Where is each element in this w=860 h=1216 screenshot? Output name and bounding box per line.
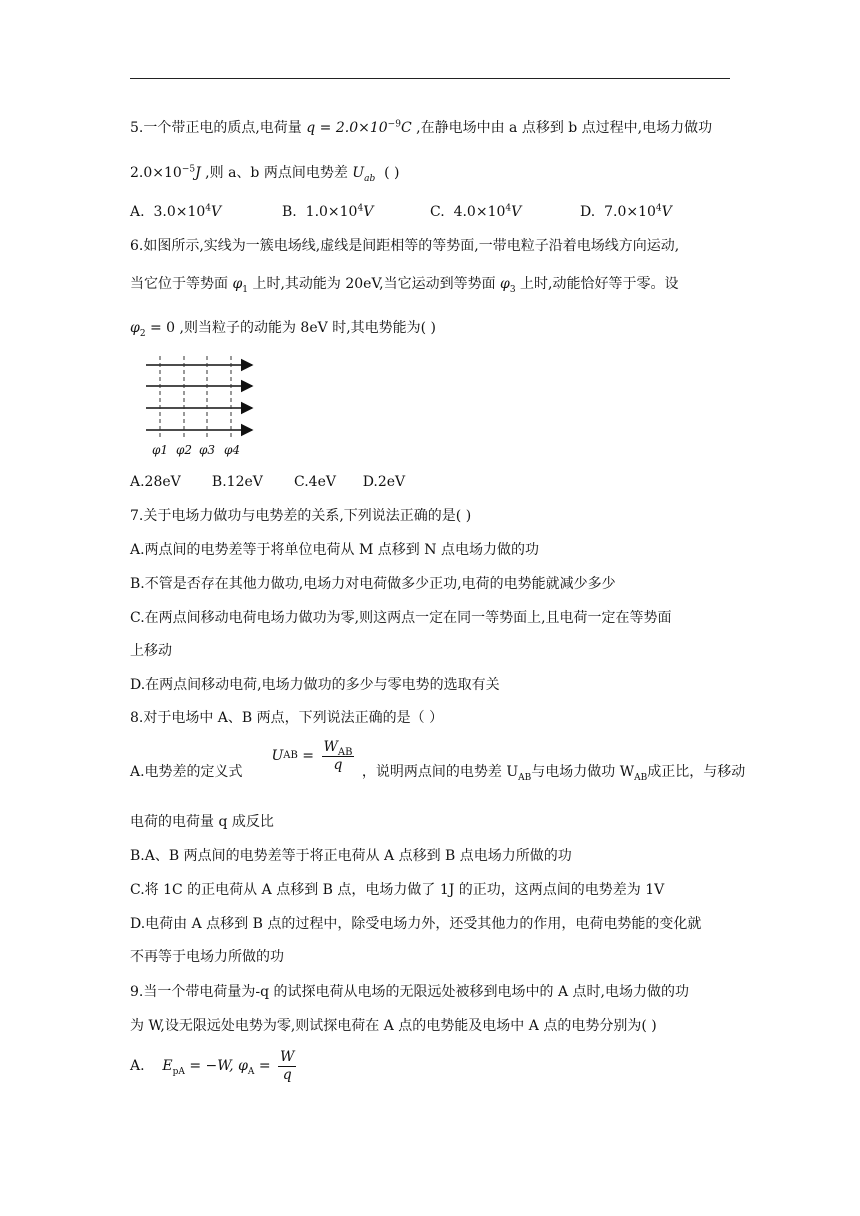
q8-option-d-line2: 不再等于电场力所做的功 xyxy=(130,949,284,965)
q7-option-a: A.两点间的电势差等于将单位电荷从 M 点移到 N 点电场力做的功 xyxy=(130,542,539,558)
q8-option-c: C.将 1C 的正电荷从 A 点移到 B 点，电场力做了 1J 的正功，这两点间的电势差为 1V xyxy=(130,882,665,898)
q9-line2: 为 W,设无限远处电势为零,则试探电荷在 A 点的电势能及电场中 A 点的电势分别为( ) xyxy=(130,1018,657,1034)
q7-stem: 7.关于电场力做功与电势差的关系,下列说法正确的是( ) xyxy=(130,508,472,524)
q5-uab-sub: ab xyxy=(364,173,376,184)
q5-option-a: A. $3.0\times 10^4V$ xyxy=(130,203,222,220)
q5-work: 2.0×10 xyxy=(130,165,182,181)
q8-option-b: B.A、B 两点间的电势差等于将正电荷从 A 点移到 B 点电场力所做的功 xyxy=(130,848,572,864)
q5-work-unit: J xyxy=(195,165,201,181)
q5-charge-exp: −9 xyxy=(387,119,401,130)
figure-label-phi1: φ1 xyxy=(152,443,169,457)
q5-work-exp: −5 xyxy=(181,164,196,175)
q5-line2-rest: ,则 a、b 两点间电势差 xyxy=(200,165,353,181)
phi2-symbol: φ xyxy=(130,320,140,336)
q5-option-c: C. $4.0\times 10^4V$ xyxy=(430,203,522,220)
q5-mid: ,在静电场中由 a 点移到 b 点过程中,电场力做功 xyxy=(411,120,713,136)
q7-option-c-line2: 上移动 xyxy=(130,643,172,659)
q8-stem: 8.对于电场中 A、B 两点，下列说法正确的是（ ） xyxy=(130,710,444,726)
q8-option-a-line1: A.电势差的定义式 U AB = $\frac{W_{AB}}{q}$ ，说明两点间的电势差 $U_{AB}$与电场力做功 $W_{AB}$成正比，与移动 xyxy=(130,752,745,792)
q5-uab: U xyxy=(352,165,365,181)
q6-line3: $\varphi_2 = 0$ ,则当粒子的动能为 8eV 时,其电势能为( ) xyxy=(130,320,437,339)
q7-option-c-line1: C.在两点间移动电荷电场力做功为零,则这两点一定在同一等势面上,且电荷一定在等势面 xyxy=(130,610,672,626)
q8-option-d-line1: D.电荷由 A 点移到 B 点的过程中，除受电场力外，还受其他力的作用，电荷电势能的变化就 xyxy=(130,916,702,932)
q6-line2: 当它位于等势面 $\varphi_1$ 上时,其动能为 20eV,当它运动到等势面 $\varphi_3$ 上时,动能恰好等于零。设 xyxy=(130,276,679,295)
q5-charge-unit: C xyxy=(400,120,412,136)
q5-paren: ( ) xyxy=(384,165,400,181)
field-lines-figure xyxy=(140,352,260,460)
q7-option-b: B.不管是否存在其他力做功,电场力对电荷做多少正功,电荷的电势能就减少多少 xyxy=(130,576,616,592)
q5-option-d: D. $7.0\times 10^4V$ xyxy=(580,203,672,220)
q5-prefix: 5.一个带正电的质点,电荷量 xyxy=(130,120,307,136)
q5-option-b: B. $1.0\times 10^4V$ xyxy=(282,203,374,220)
q6-line1: 6.如图所示,实线为一簇电场线,虚线是间距相等的等势面,一带电粒子沿着电场线方向运动, xyxy=(130,238,680,254)
figure-label-phi2: φ2 xyxy=(176,443,193,457)
q7-option-d: D.在两点间移动电荷,电场力做功的多少与零电势的选取有关 xyxy=(130,677,500,693)
figure-label-phi3: φ3 xyxy=(199,443,216,457)
q9-fraction: $\frac{W}{q}$ xyxy=(280,1048,295,1083)
q8-option-a-line2: 电荷的电荷量 q 成反比 xyxy=(130,814,274,830)
q8-formula: U AB = $\frac{W_{AB}}{q}$ xyxy=(271,738,353,773)
q6-answers: A.28eV B.12eV C.4eV D.2eV xyxy=(130,474,406,490)
q9-option-a: A. $E_{pA} = -W$, $\varphi_A$ = $\frac{W}{q}$ xyxy=(130,1048,295,1083)
phi1-symbol: φ xyxy=(232,276,243,292)
q5-charge: q = 2.0×10 xyxy=(306,120,388,136)
q9-line1: 9.当一个带电荷量为-q 的试探电荷从电场的无限远处被移到电场中的 A 点时,电场力做的功 xyxy=(130,984,689,1000)
q5-line2 xyxy=(130,163,400,183)
figure-label-phi4: φ4 xyxy=(224,443,241,457)
header-rule xyxy=(130,78,730,79)
q5-line1 xyxy=(130,118,712,138)
phi3-symbol: φ xyxy=(500,276,510,292)
